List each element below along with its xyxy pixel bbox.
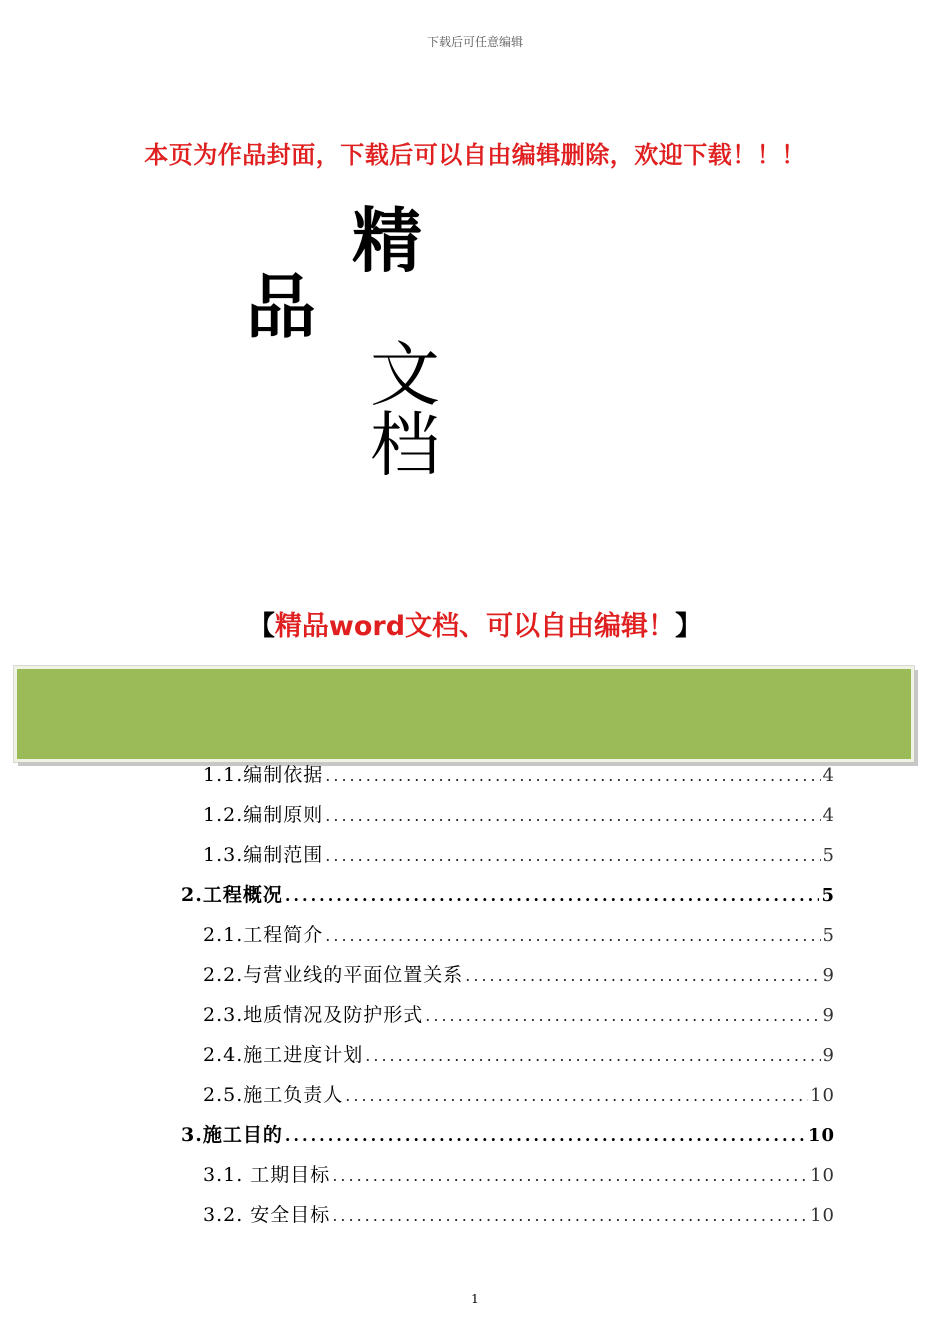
toc-entry-page: 4 [822, 765, 835, 786]
cover-title-char-1: 精 [352, 200, 422, 282]
toc-entry-number: 3.1. [203, 1164, 244, 1186]
toc-entry-page: 4 [822, 805, 835, 826]
toc-entry-title: 工程简介 [243, 924, 324, 946]
toc-leader-dots [332, 1206, 808, 1225]
toc-entry-title: 施工进度计划 [243, 1044, 364, 1066]
toc-entry-title: 施工负责人 [243, 1084, 344, 1106]
toc-entry-number: 2. [181, 884, 203, 906]
toc-entry-number: 2.3. [203, 1004, 244, 1026]
cover-notice: 本页为作品封面，下载后可以自由编辑删除，欢迎下载！！！ [144, 141, 806, 169]
toc-entry-title: 施工目的 [202, 1124, 283, 1146]
toc-entry-page: 9 [822, 965, 835, 986]
toc-entry-number: 3.2. [203, 1204, 244, 1226]
toc-entry-title: 地质情况及防护形式 [243, 1004, 424, 1026]
toc-entry-number: 2.1. [203, 924, 244, 946]
toc-entry[interactable] [203, 800, 835, 828]
toc-entry[interactable] [181, 880, 835, 908]
cover-title-char-3: 文 [370, 334, 440, 416]
toc-entry-page: 10 [807, 1125, 835, 1146]
toc-entry[interactable] [203, 1000, 835, 1028]
toc-entry-number: 2.5. [203, 1084, 244, 1106]
cover-tagline [0, 604, 950, 643]
tagline-text: 精品word文档、可以自由编辑！ [274, 611, 676, 642]
toc-entry[interactable] [203, 840, 835, 868]
toc-entry-number: 1.3. [203, 844, 244, 866]
toc-entry-number: 2.2. [203, 964, 244, 986]
toc-entry-page: 10 [810, 1165, 835, 1186]
toc-leader-dots [325, 766, 820, 785]
toc-entry[interactable] [203, 920, 835, 948]
toc-entry-number: 3. [181, 1124, 203, 1146]
toc-entry[interactable] [203, 1200, 835, 1228]
toc-entry-number: 1.1. [203, 764, 244, 786]
toc-leader-dots [465, 966, 820, 985]
toc-entry[interactable] [203, 1040, 835, 1068]
toc-entry[interactable] [203, 760, 835, 788]
toc-entry-page: 5 [822, 845, 835, 866]
toc-leader-dots [425, 1006, 820, 1025]
toc-leader-dots [325, 926, 820, 945]
toc-entry-page: 10 [810, 1085, 835, 1106]
toc-leader-dots [345, 1086, 808, 1105]
toc-entry[interactable] [203, 1080, 835, 1108]
toc-entry-page: 9 [822, 1045, 835, 1066]
toc-leader-dots [325, 806, 820, 825]
toc-leader-dots [325, 846, 820, 865]
toc-entry[interactable] [181, 1120, 835, 1148]
green-banner-box [14, 666, 914, 762]
toc-entry-title: 编制原则 [243, 804, 324, 826]
page-number: 1 [471, 1292, 479, 1306]
toc-entry-title: 编制依据 [243, 764, 324, 786]
toc-entry-title: 安全目标 [243, 1204, 331, 1226]
toc-entry-title: 编制范围 [243, 844, 324, 866]
cover-title-char-4: 档 [370, 404, 440, 486]
page-header-note: 下载后可任意编辑 [426, 35, 523, 49]
toc-leader-dots [285, 1126, 806, 1145]
cover-title-char-2: 品 [246, 266, 316, 348]
toc-leader-dots [285, 886, 820, 905]
toc-entry-number: 1.2. [203, 804, 244, 826]
toc-entry[interactable] [203, 960, 835, 988]
toc-entry[interactable] [203, 1160, 835, 1188]
toc-entry-page: 10 [810, 1205, 835, 1226]
toc-entry-page: 9 [822, 1005, 835, 1026]
toc-leader-dots [365, 1046, 820, 1065]
toc-entry-title: 工期目标 [243, 1164, 331, 1186]
toc-entry-title: 工程概况 [202, 884, 283, 906]
toc-entry-title: 与营业线的平面位置关系 [243, 964, 464, 986]
tagline-bracket-close: 】 [675, 611, 703, 642]
toc-entry-page: 5 [822, 925, 835, 946]
toc-leader-dots [332, 1166, 808, 1185]
toc-entry-page: 5 [821, 885, 835, 906]
tagline-bracket-open: 【 [247, 611, 275, 642]
toc-entry-number: 2.4. [203, 1044, 244, 1066]
